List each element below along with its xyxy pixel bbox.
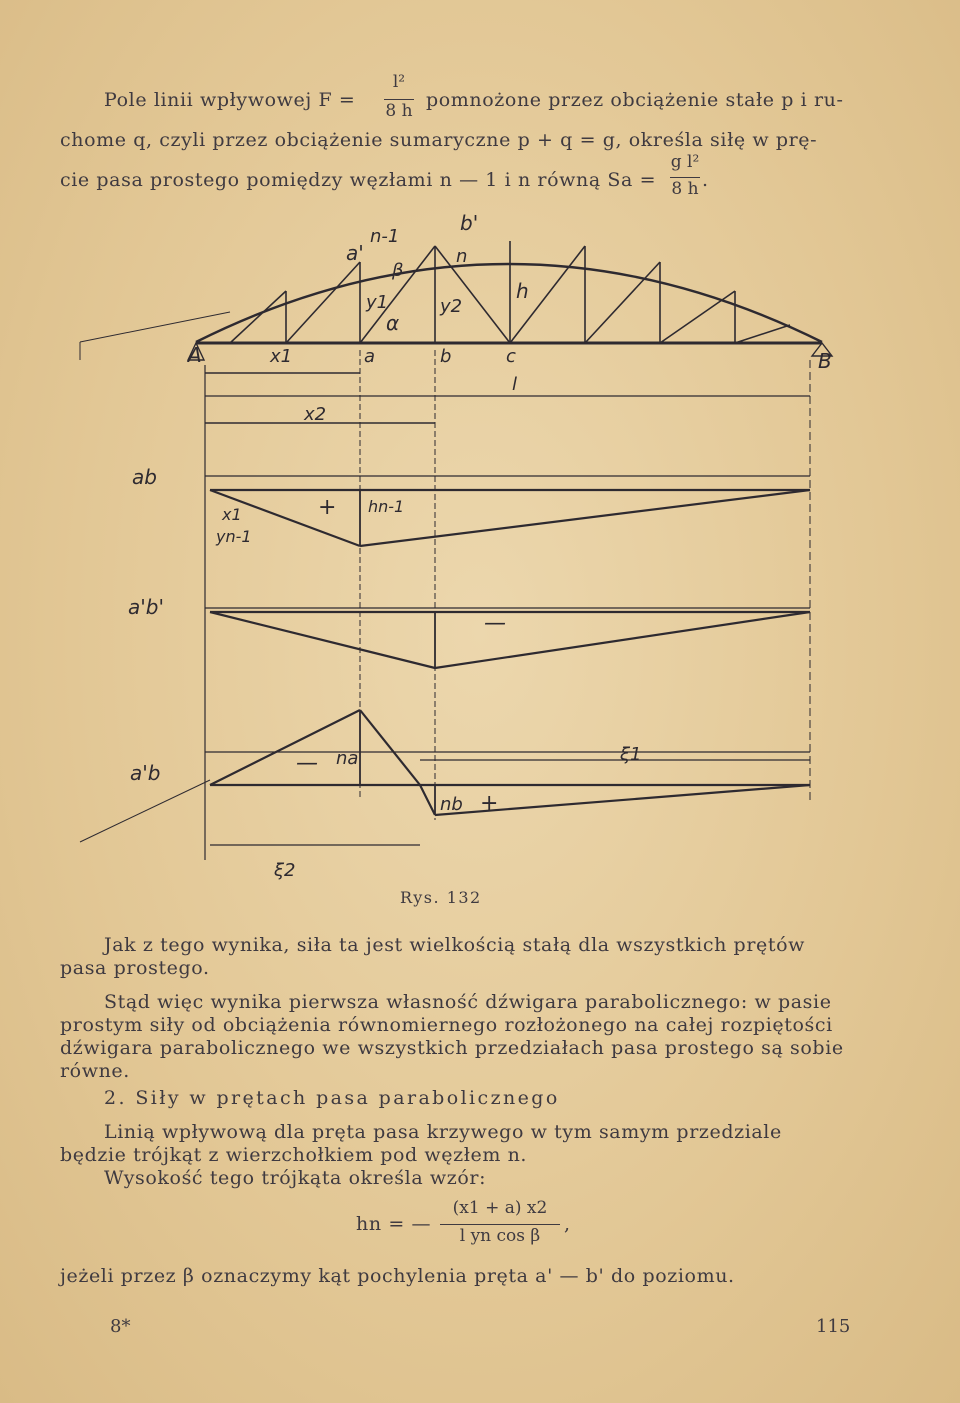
label-ab: ab <box>132 465 157 489</box>
para2-line2: pasa prostego. <box>60 957 210 979</box>
label-beta: β <box>392 260 404 281</box>
diagonal-member <box>286 262 360 343</box>
label-yn1: yn-1 <box>216 527 252 546</box>
label-n: n <box>456 246 468 267</box>
label-support-a: A <box>188 343 202 367</box>
para1-line1-end: pomnożone przez obciążenie stałe p i ru- <box>426 89 844 111</box>
sign-minus-a1b1: — <box>484 611 506 636</box>
label-l: l <box>512 374 518 395</box>
section-heading: 2. Siły w prętach pasa parabolicznego <box>104 1087 560 1109</box>
label-node-b: b <box>440 346 452 367</box>
formula-den: l yn cos β <box>459 1226 541 1246</box>
diagonal-member <box>735 325 790 343</box>
sign-plus-ab: + <box>318 495 337 520</box>
para2-line1: Jak z tego wynika, siła ta jest wielkością stałą dla wszystkich prętów <box>104 934 805 956</box>
para3-line4: równe. <box>60 1060 130 1082</box>
label-nb: nb <box>440 794 463 815</box>
sign-minus-a1b: — <box>296 751 318 776</box>
frac2-num: g l² <box>670 152 700 172</box>
para3-line2: prostym siły od obciążenia równomiernego rozłożonego na całej rozpiętości <box>60 1014 833 1036</box>
projection-line <box>80 780 210 842</box>
diagonal-member <box>230 291 286 343</box>
truss-influence-figure <box>0 200 960 890</box>
label-xi2: ξ2 <box>274 860 296 881</box>
para1-line3: cie pasa prostego pomiędzy węzłami n — 1 i n równą Sa = <box>60 169 657 191</box>
label-hn1: hn-1 <box>368 497 405 516</box>
para3-line3: dźwigara parabolicznego we wszystkich przedziałach pasa prostego są sobie <box>60 1037 844 1059</box>
frac1-bar <box>384 99 414 100</box>
para4-line3: Wysokość tego trójkąta określa wzór: <box>104 1167 487 1189</box>
para1-line1-start: Pole linii wpływowej F = <box>104 89 356 111</box>
para5-line1: jeżeli przez β oznaczymy kąt pochylenia pręta a' — b' do poziomu. <box>60 1265 735 1287</box>
label-node-a: a <box>364 346 376 367</box>
formula-num: (x1 + a) x2 <box>452 1198 548 1218</box>
parabolic-chord <box>196 264 822 342</box>
para3-line1: Stąd więc wynika pierwsza własność dźwigara parabolicznego: w pasie <box>104 991 832 1013</box>
influence-a1b1-left <box>210 612 435 668</box>
label-x2: x2 <box>304 404 327 425</box>
page-number: 115 <box>816 1316 851 1337</box>
figure-caption: Rys. 132 <box>400 888 482 907</box>
label-x1: x1 <box>270 346 293 367</box>
frac2-bar <box>670 177 700 178</box>
para4-line2: będzie trójkąt z wierzchołkiem pod węzłem n. <box>60 1144 528 1166</box>
label-support-b: B <box>818 349 832 373</box>
label-a-prime: a' <box>346 241 364 265</box>
frac1-num: l² <box>392 72 406 92</box>
diagonal-member <box>435 246 510 343</box>
para1-line2: chome q, czyli przez obciążenie sumaryczne p + q = g, określa siłę w prę- <box>60 129 818 151</box>
label-a1b1: a'b' <box>128 595 164 619</box>
label-alpha: α <box>386 311 400 335</box>
label-node-c: c <box>506 346 516 367</box>
diagonal-member <box>660 291 735 343</box>
formula-lhs: hn = — <box>356 1213 432 1235</box>
label-n-minus-1: n-1 <box>370 226 400 247</box>
formula-comma: , <box>564 1213 571 1235</box>
label-b-prime: b' <box>460 211 479 235</box>
label-a1b: a'b <box>130 761 161 785</box>
influence-a1b-drop <box>420 785 435 815</box>
influence-a1b-fall <box>360 710 420 785</box>
formula-bar <box>440 1224 560 1225</box>
para4-line1: Linią wpływową dla pręta pasa krzywego w tym samym przedziale <box>104 1121 782 1143</box>
label-x1-frac: x1 <box>222 505 242 524</box>
label-na: na <box>336 748 359 769</box>
frac2-den: 8 h <box>671 179 699 199</box>
label-xi1: ξ1 <box>620 744 642 765</box>
frac2-dot: . <box>702 169 709 191</box>
sign-plus-a1b: + <box>480 791 499 816</box>
label-y2: y2 <box>440 296 463 317</box>
influence-ab-right <box>360 490 810 546</box>
label-y1: y1 <box>366 292 389 313</box>
signature-mark: 8* <box>110 1316 131 1337</box>
label-h: h <box>516 279 529 303</box>
frac1-den: 8 h <box>385 101 413 121</box>
